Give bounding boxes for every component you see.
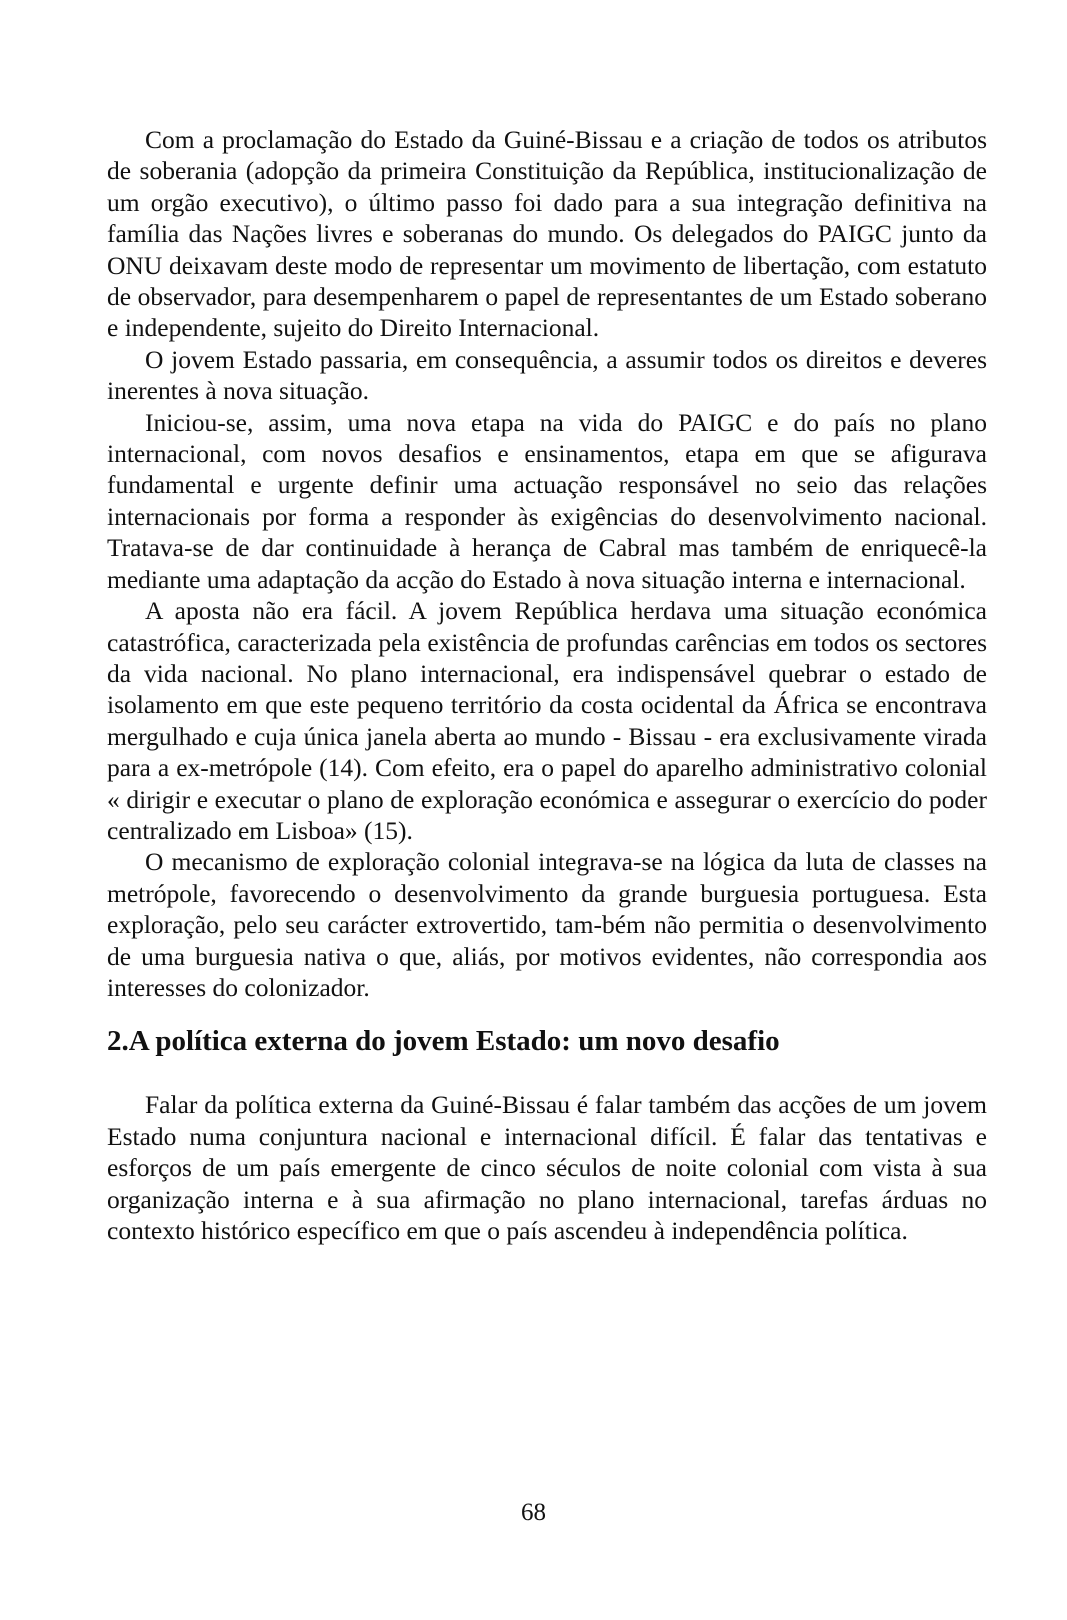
paragraph-colonial-exploitation: O mecanismo de exploração colonial integrava-se na lógica da luta de classes na metrópole, favorecendo o desenvolvimento da grande burguesia portuguesa. Esta exploração, pelo seu carácter extrovertido, tam-bém não permitia o desenvolvimento de uma burguesia nativa o que, aliás, por motivos evidentes, não correspondia aos interesses do colonizador. (107, 847, 987, 1002)
section-heading: 2.A política externa do jovem Estado: um novo desafio (107, 1025, 780, 1058)
paragraph-proclamation: Com a proclamação do Estado da Guiné-Bissau e a criação de todos os atributos de soberania (adopção da primeira Constituição da República, institucionalização de um orgão executivo), o último passo foi dado para a sua integração definitiva na família das Nações livres e soberanas do mundo. Os delegados do PAIGC junto da ONU deixavam deste modo de representar um movimento de libertação, com estatuto de observador, para desempenharem o papel de representantes de um Estado soberano e independente, sujeito do Direito Internacional. (107, 125, 987, 343)
paragraph-new-stage: Iniciou-se, assim, uma nova etapa na vida do PAIGC e do país no plano internacional, com novos desafios e ensinamentos, etapa em que se afigurava fundamental e urgente definir uma actuação responsável no seio das relações internacionais por forma a responder às exigências do desenvolvimento nacional. Tratava-se de dar continuidade à herança de Cabral mas também de enriquecê-la mediante uma adaptação da acção do Estado à nova situação interna e internacional. (107, 407, 987, 594)
paragraph-difficult-bet: A aposta não era fácil. A jovem República herdava uma situação económica catastrófica, caracterizada pela existência de profundas carências em todos os sectores da vida nacional. No plano internacional, era indispensável quebrar o estado de isolamento em que este pequeno território da costa ocidental da África se encontrava mergulhado e cuja única janela aberta ao mundo - Bissau - era exclusivamente virada para a ex-metrópole (14). Com efeito, era o papel do aparelho administrativo colonial « dirigir e executar o plano de exploração económica e assegurar o exercício do poder centralizado em Lisboa» (15). (107, 596, 987, 845)
page-number: 68 (521, 1499, 546, 1526)
page-body (107, 124, 987, 1246)
paragraph-rights-duties: O jovem Estado passaria, em consequência, a assumir todos os direitos e deveres inerentes à nova situação. (107, 344, 987, 406)
paragraph-foreign-policy: Falar da política externa da Guiné-Bissau é falar também das acções de um jovem Estado numa conjuntura nacional e internacional difícil. É falar das tentativas e esforços de um país emergente de cinco séculos de noite colonial com vista à sua organização interna e à sua afirmação no plano internacional, tarefas árduas no contexto histórico específico em que o país ascendeu à independência política. (107, 1090, 987, 1245)
